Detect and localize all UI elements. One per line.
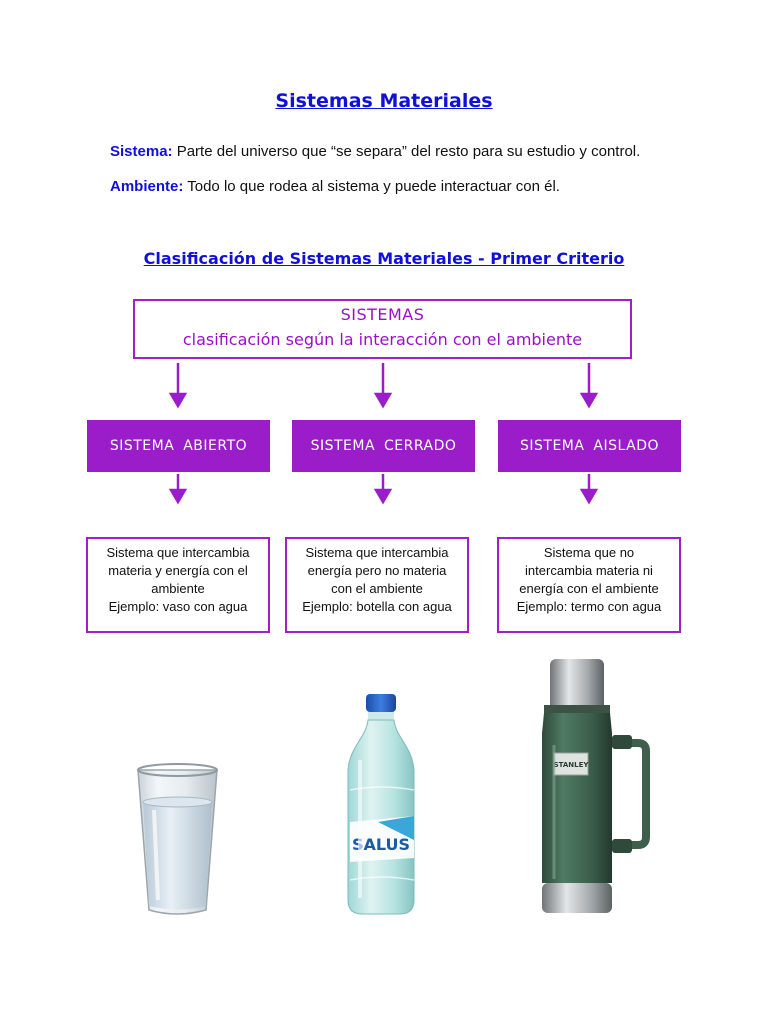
root-box-title: SISTEMAS: [340, 305, 425, 324]
definition-term: Sistema:: [110, 143, 173, 160]
section-subtitle: Clasificación de Sistemas Materiales - Primer Criterio: [143, 249, 625, 268]
description-line: Ejemplo: termo con agua: [516, 599, 662, 614]
description-line: con el ambiente: [331, 581, 423, 596]
arrow-head: [171, 490, 185, 502]
arrow-head: [376, 490, 390, 502]
description-line: energía pero no materia: [307, 563, 447, 578]
thermos-brand-label: STANLEY: [553, 761, 589, 769]
arrow-head: [376, 394, 390, 406]
root-box-caption: clasificación según la interacción con el ambiente: [182, 330, 583, 349]
thermos-image: [520, 655, 660, 920]
description-isolated-system: [497, 537, 681, 633]
definition-text: Parte del universo que “se separa” del resto para su estudio y control.: [176, 143, 641, 160]
bottle-brand-label: SALUS: [351, 835, 411, 854]
description-line: ambiente: [151, 581, 205, 596]
water-bottle-image: [338, 690, 424, 920]
category-closed-system: SISTEMA CERRADO: [292, 420, 475, 472]
arrow-head: [171, 394, 185, 406]
description-open-system: [86, 537, 270, 633]
definition-term: Ambiente:: [110, 178, 184, 195]
description-line: materia y energía con el: [108, 563, 248, 578]
arrow-head: [582, 490, 596, 502]
description-line: Sistema que intercambia: [305, 545, 449, 560]
description-line: intercambia materia ni: [525, 563, 653, 578]
description-line: Sistema que intercambia: [106, 545, 250, 560]
category-open-system: SISTEMA ABIERTO: [87, 420, 270, 472]
arrow-head: [582, 394, 596, 406]
definition-text: Todo lo que rodea al sistema y puede interactuar con él.: [187, 178, 560, 195]
description-line: energía con el ambiente: [519, 581, 659, 596]
description-line: Ejemplo: botella con agua: [302, 599, 452, 614]
water-glass-image: [130, 760, 225, 920]
category-isolated-system: SISTEMA AISLADO: [498, 420, 681, 472]
description-line: Sistema que no: [543, 545, 635, 560]
description-closed-system: [285, 537, 469, 633]
description-line: Ejemplo: vaso con agua: [108, 599, 248, 614]
page-title: Sistemas Materiales: [275, 90, 493, 112]
